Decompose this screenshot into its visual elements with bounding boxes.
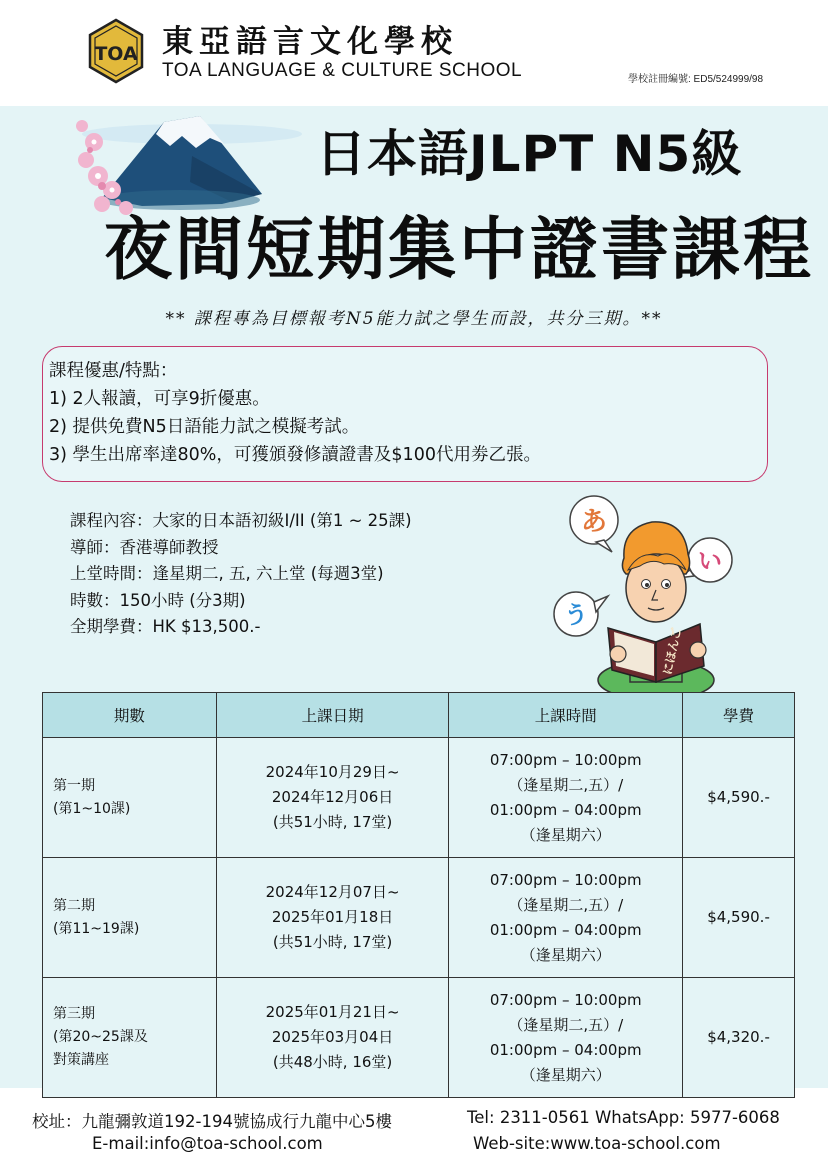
fee-cell: $4,320.-	[683, 978, 795, 1098]
logo-text: TOA	[94, 43, 138, 65]
fee-cell: $4,590.-	[683, 738, 795, 858]
schedule-table	[42, 692, 795, 1098]
email-link[interactable]: E-mail:info@toa-school.com	[92, 1134, 323, 1153]
dates-cell: 2024年12月07日~ 2025年01月18日 (共51小時, 17堂)	[216, 858, 449, 978]
offer-item: 3) 學生出席率達80%，可獲頒發修讀證書及$100代用劵乙張。	[49, 445, 541, 465]
svg-text:い: い	[698, 547, 722, 575]
course-subtitle: ** 課程專為目標報考N5能力試之學生而設，共分三期。**	[165, 309, 663, 329]
info-teacher: 導師：香港導師教授	[70, 537, 219, 557]
period-cell: 第三期 (第20~25課及 對策講座	[43, 978, 217, 1098]
header-times: 上課時間	[449, 693, 683, 738]
info-class-time: 上堂時間：逢星期二, 五, 六上堂 (每週3堂)	[70, 564, 384, 583]
dates-cell: 2024年10月29日~ 2024年12月06日 (共51小時, 17堂)	[216, 738, 449, 858]
speech-bubble-a	[570, 496, 618, 552]
book-text: にほんご	[660, 626, 684, 677]
svg-text:う: う	[564, 601, 588, 629]
offer-item: 1) 2人報讀，可享9折優惠。	[49, 389, 270, 409]
info-content: 課程內容：大家的日本語初級I/II (第1 ~ 25課)	[70, 511, 412, 530]
period-cell: 第一期 (第1~10課)	[43, 738, 217, 858]
table-row	[43, 858, 795, 978]
fee-cell: $4,590.-	[683, 858, 795, 978]
header-dates: 上課日期	[216, 693, 449, 738]
school-logo	[86, 18, 146, 84]
school-name-chinese: 東亞語言文化學校	[162, 24, 458, 60]
dates-cell: 2025年01月21日~ 2025年03月04日 (共48小時, 16堂)	[216, 978, 449, 1098]
header-fee: 學費	[683, 693, 795, 738]
header-period: 期數	[43, 693, 217, 738]
course-title-main: 夜間短期集中證書課程	[104, 211, 815, 290]
course-title-level: 日本語JLPT N5級	[316, 125, 743, 183]
times-cell: 07:00pm – 10:00pm （逢星期二,五）/ 01:00pm – 04:00pm （逢星期六）	[449, 978, 683, 1098]
course-info	[70, 508, 412, 641]
offers-heading: 課程優惠/特點：	[49, 361, 178, 381]
website-link[interactable]: Web-site:www.toa-school.com	[473, 1134, 721, 1153]
school-address: 校址：九龍彌敦道192-194號協成行九龍中心5樓	[32, 1112, 392, 1131]
times-cell: 07:00pm – 10:00pm （逢星期二,五）/ 01:00pm – 04:00pm （逢星期六）	[449, 858, 683, 978]
table-header-row	[43, 693, 795, 738]
svg-text:あ: あ	[580, 507, 608, 537]
school-name-english: TOA LANGUAGE & CULTURE SCHOOL	[162, 60, 523, 81]
student-reading-illustration	[548, 492, 738, 692]
times-cell: 07:00pm – 10:00pm （逢星期二,五）/ 01:00pm – 04:00pm （逢星期六）	[449, 738, 683, 858]
info-fee: 全期學費：HK $13,500.-	[70, 617, 261, 636]
offer-item: 2) 提供免費N5日語能力試之模擬考試。	[49, 417, 360, 437]
offers-box	[42, 346, 768, 482]
info-hours: 時數：150小時 (分3期)	[70, 590, 246, 610]
table-row	[43, 738, 795, 858]
registration-number: 學校註冊編號: ED5/524999/98	[628, 74, 764, 85]
period-cell: 第二期 (第11~19課)	[43, 858, 217, 978]
table-row	[43, 978, 795, 1098]
phone-numbers[interactable]: Tel: 2311-0561 WhatsApp: 5977-6068	[467, 1108, 780, 1127]
speech-bubble-u	[554, 592, 608, 636]
